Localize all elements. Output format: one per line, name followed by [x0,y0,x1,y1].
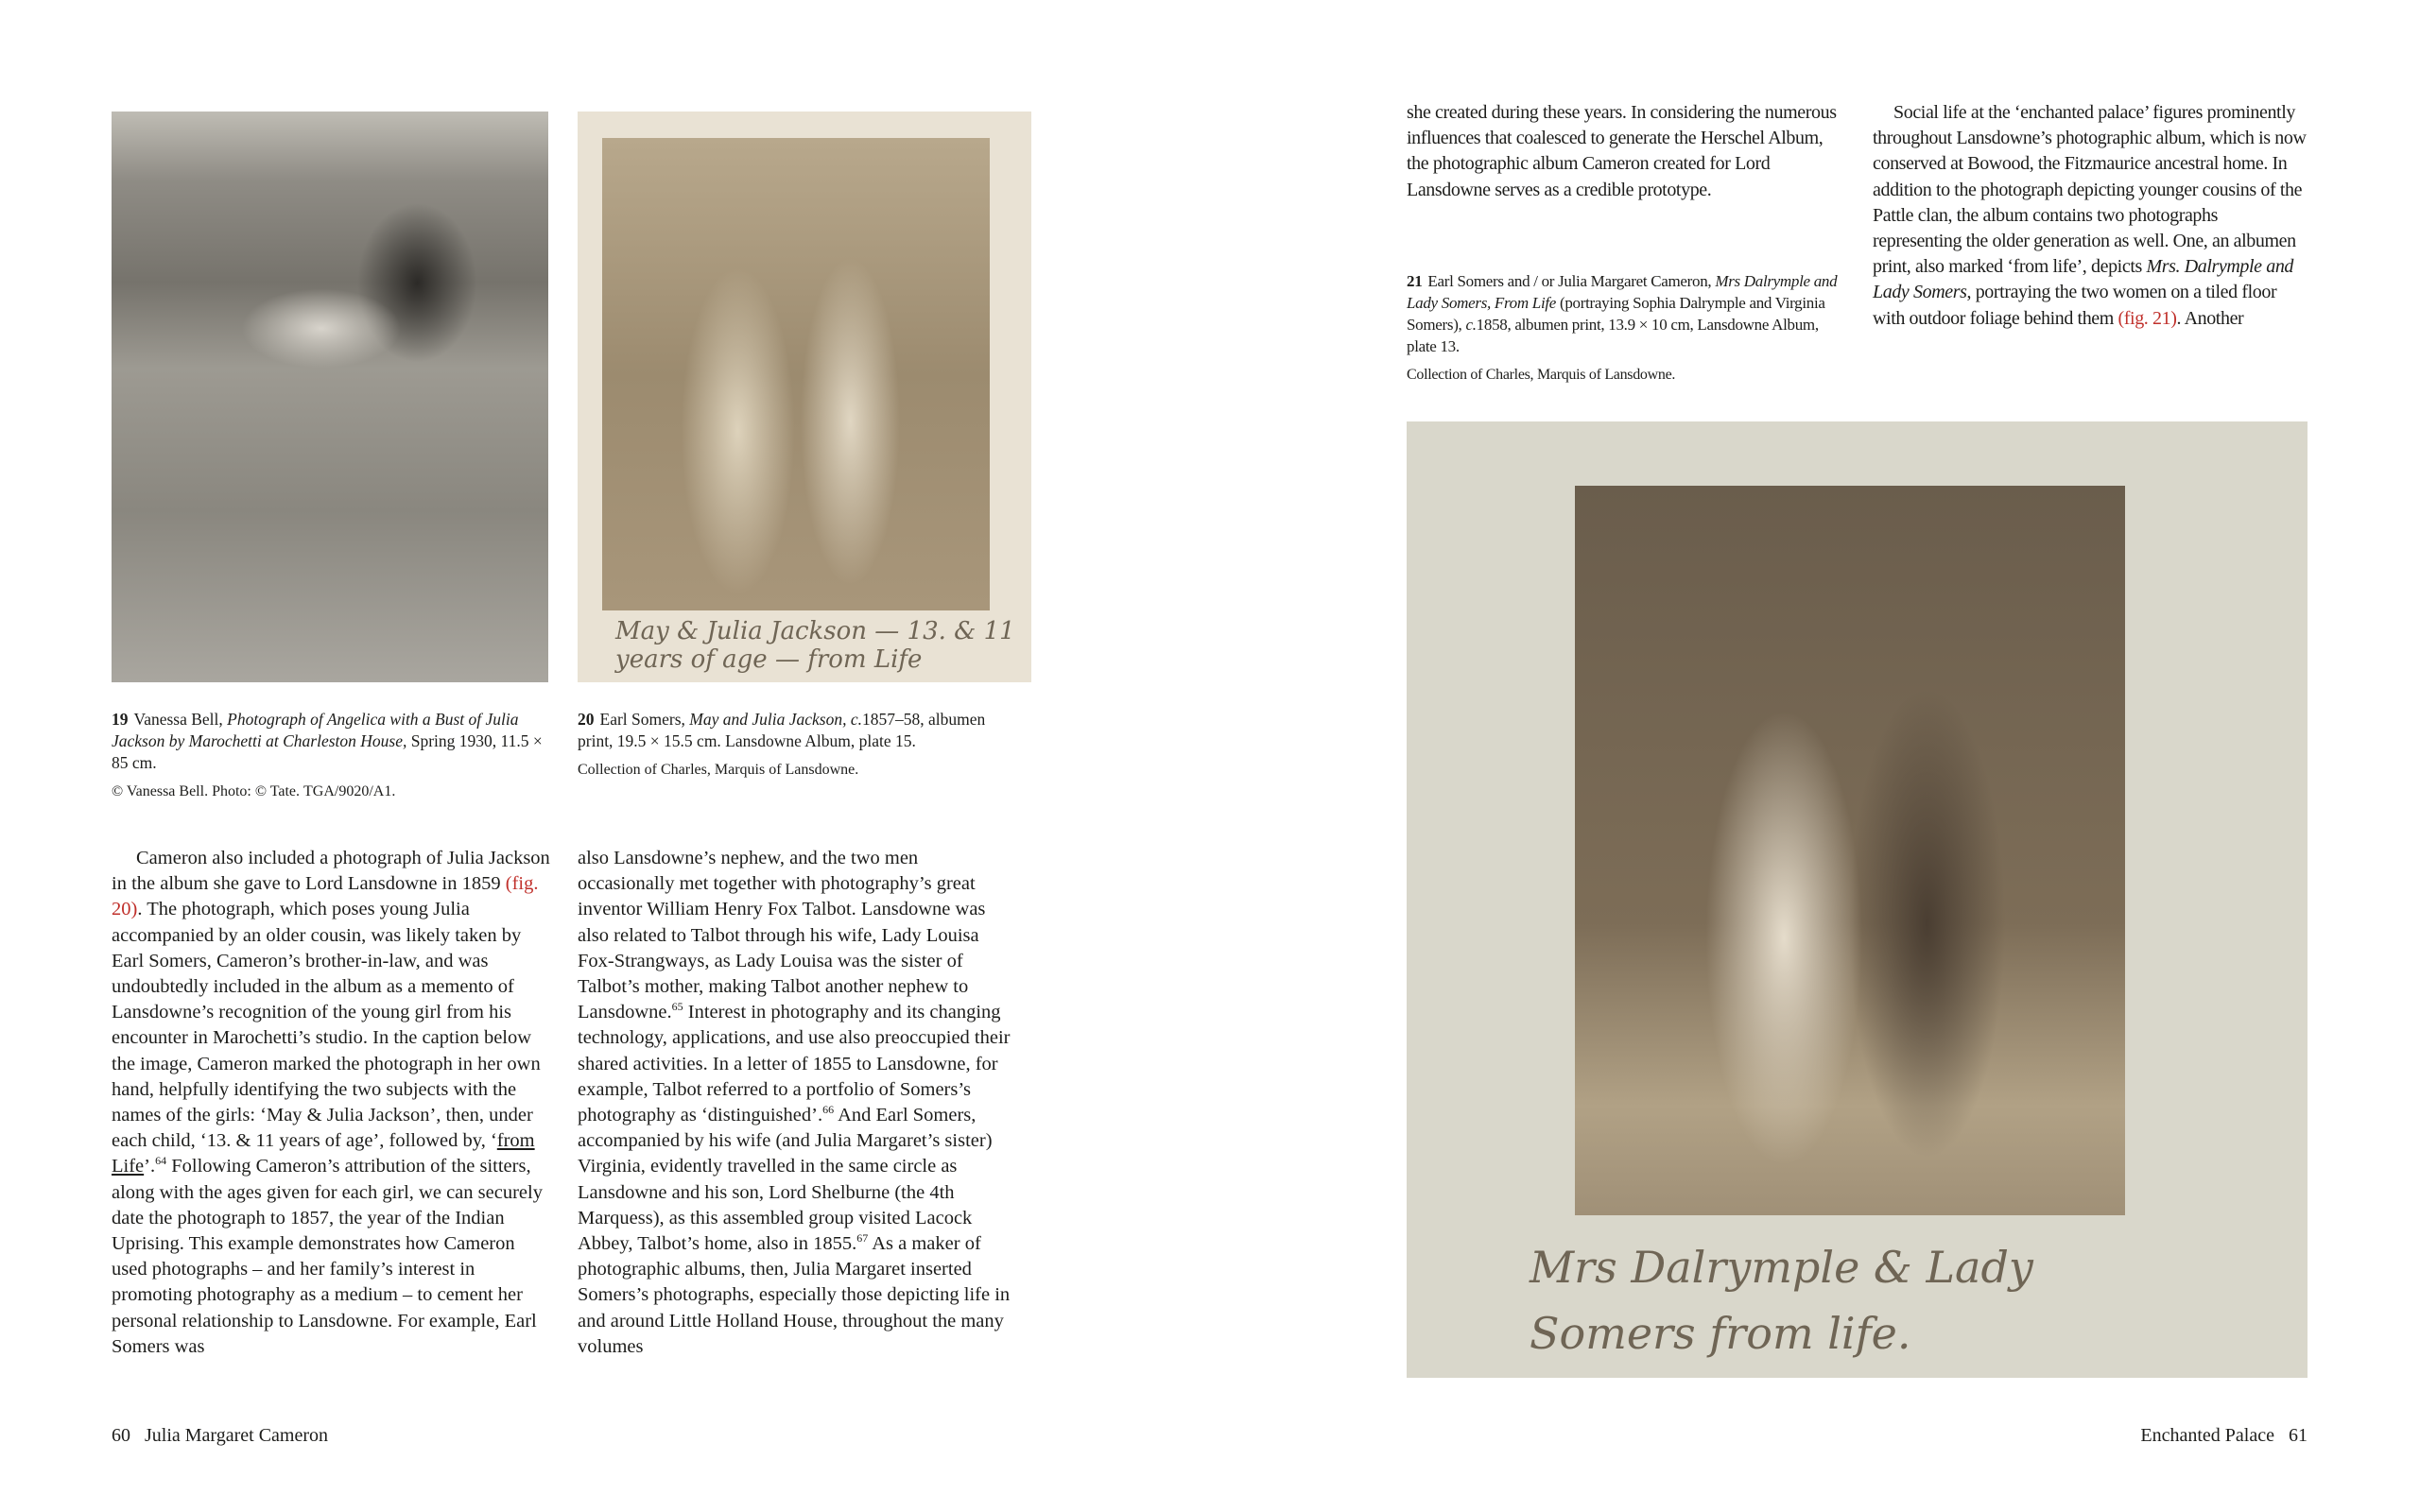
running-head: Julia Margaret Cameron [145,1425,329,1446]
circa: c. [850,710,863,729]
body-column-2 [578,846,1018,1360]
footnote-ref[interactable]: 64 [155,1154,167,1168]
footnote-ref[interactable]: 67 [856,1231,869,1246]
figure-reference-link[interactable]: (fig. 21) [2118,307,2177,329]
artist: Earl Somers, [599,710,685,729]
running-head: Enchanted Palace [2140,1425,2274,1446]
work-details: 1858, albumen print, 13.9 × 10 cm, Lansdowne Album, plate 13. [1407,316,1819,355]
right-footer [2140,1425,2308,1447]
footnote-ref[interactable]: 66 [822,1103,835,1117]
albumen-print [602,138,990,610]
circa: c. [1465,316,1477,334]
work-details: (portraying Sophia Dalrymple and Virginia Somers), [1407,294,1825,334]
text: , portraying the two women on a tiled floor with outdoor foliage behind them [1873,282,2277,329]
text: . The photograph, which poses young Julia accompanied by an older cousin, was likely taken by Earl Somers, Cameron’s brother-in-law, and was undoubtedly included in the album as a memento of Lansdowne’s recognition of the young girl from his encounter in Marochetti’s studio. In the caption below the image, Cameron marked the photograph in her own hand, helpfully identifying the two subjects with the names of the girls: ‘May & Julia Jackson’, then, under each child, ‘13. & 11 years of age’, followed by, ‘ [112,899,541,1152]
page-number: 61 [2289,1425,2308,1446]
work-title: Photograph of Angelica with a Bust of Julia Jackson by Marochetti at Charleston House, [112,710,519,750]
right-column-2 [1873,100,2309,332]
left-footer [112,1425,328,1447]
body-column-1 [112,846,552,1360]
figure-19-photo [112,112,548,682]
artist: Vanessa Bell, [133,710,223,729]
work-details: 1857–58, albumen print, 19.5 × 15.5 cm. Lansdowne Album, plate 15. [578,710,986,750]
credit-ref: TGA/9020/A1. [303,783,396,799]
albumen-print [1575,486,2125,1215]
text: ’. [144,1156,156,1177]
credit: Collection of Charles, Marquis of Lansdowne. [578,762,859,778]
figure-20-caption [578,709,994,781]
figure-number: 20 [578,710,595,729]
credit: © Vanessa Bell. Photo: © Tate. [112,783,301,799]
figure-reference-link[interactable]: (fig. 20) [112,873,539,920]
work-details: Spring 1930, 11.5 × 85 cm. [112,731,543,772]
figure-number: 21 [1407,272,1423,290]
work-title: Mrs. Dalrymple and Lady Somers [1873,256,2294,303]
text: Cameron also included a photograph of Julia Jackson in the album she gave to Lord Lansdowne in 1859 [112,848,550,895]
text: . Another [2176,307,2244,329]
figure-number: 19 [112,710,129,729]
text: Interest in photography and its changing technology, applications, and use also preoccupied their shared activities. In a letter of 1855 to Lansdowne, for example, Talbot referred to a portfolio of Somers’s photography as ‘distinguished’. [578,1002,1011,1126]
artist: Earl Somers and / or Julia Margaret Cameron, [1427,272,1712,290]
text: And Earl Somers, accompanied by his wife (and Julia Margaret’s sister) Virginia, evidently travelled in the same circle as Lansdowne and his son, Lord Shelburne (the 4th Marquess), as this assembled group visited Lacock Abbey, Talbot’s home, also in 1855. [578,1105,993,1255]
figure-20-photo [578,112,1031,682]
figure-21-caption [1407,270,1851,386]
credit: Collection of Charles, Marquis of Lansdowne. [1407,367,1676,383]
text: As a maker of photographic albums, then, Julia Margaret inserted Somers’s photographs, especially those depicting life in and around Little Holland House, throughout the many volumes [578,1233,1011,1357]
text: Social life at the ‘enchanted palace’ figures prominently throughout Lansdowne’s photographic album, which is now conserved at Bowood, the Fitzmaurice ancestral home. In addition to the photograph depicting younger cousins of the Pattle clan, the album contains two photographs representing the older generation as well. One, an albumen print, also marked ‘from life’, depicts [1873,102,2307,278]
text: also Lansdowne’s nephew, and the two men occasionally met together with photography’s great inventor William Henry Fox Talbot. Lansdowne was also related to Talbot through his wife, Lady Louisa Fox-Strangways, as Lady Louisa was the sister of Talbot’s mother, making Talbot another nephew to Lansdowne. [578,848,986,1023]
footnote-ref[interactable]: 65 [671,1000,683,1014]
handwritten-inscription: Mrs Dalrymple & Lady Somers from life. [1530,1242,2033,1359]
text: Following Cameron’s attribution of the sitters, along with the ages given for each girl, we can securely date the photograph to 1857, the year of the Indian Uprising. This example demonstrates how Cameron used photographs – and her family’s interest in promoting photography as a medium – to cement her personal relationship to Lansdowne. For example, Earl Somers was [112,1156,543,1357]
figure-21-photo [1407,421,2308,1378]
handwritten-inscription: May & Julia Jackson — 13. & 11 years of age — from Life [615,617,1015,674]
right-column-1: she created during these years. In considering the numerous influences that coalesced to generate the Herschel Album, the photographic album Cameron created for Lord Lansdowne serves as a credible prototype. [1407,102,1837,200]
page-number: 60 [112,1425,130,1446]
underlined-text: from Life [112,1130,535,1177]
work-title: May and Julia Jackson, [689,710,847,729]
work-title: Mrs Dalrymple and Lady Somers, From Life [1407,272,1838,312]
figure-19-caption [112,709,546,802]
